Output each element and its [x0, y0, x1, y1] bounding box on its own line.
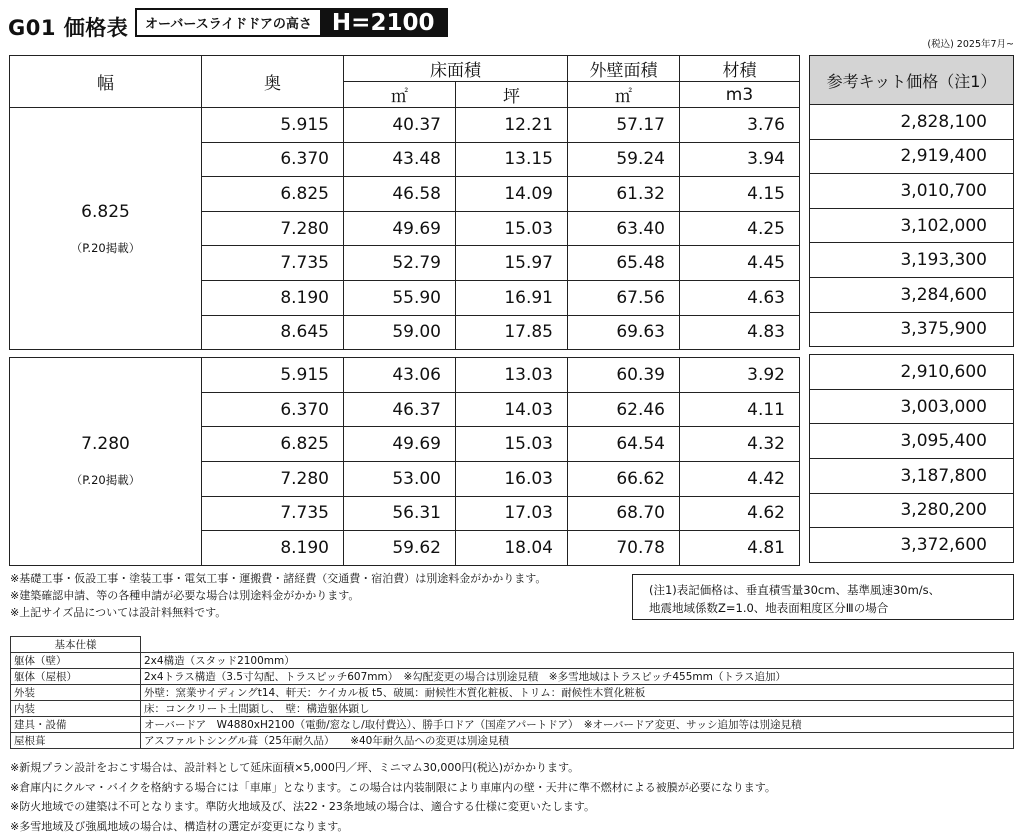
depth-cell: 6.825 [202, 177, 344, 212]
table-row [10, 108, 800, 143]
spec-label: 建具・設備 [11, 717, 141, 733]
header-kit-price: 参考キット価格（注1） [810, 56, 1014, 105]
spec-row [11, 733, 1014, 749]
width-page-ref: （P.20掲載） [10, 472, 201, 488]
condition-note-line: (注1)表記価格は、垂直積雪量30cm、基準風速30m/s、 [649, 581, 1003, 599]
floor-area-m2-cell: 59.00 [344, 315, 456, 350]
kit-price-cell: 3,187,800 [810, 458, 1014, 493]
note-line: ※多雪地域及び強風地域の場合は、構造材の選定が変更になります。 [10, 817, 776, 836]
spec-row [11, 717, 1014, 733]
material-cell: 4.83 [680, 315, 800, 350]
floor-area-m2-cell: 55.90 [344, 280, 456, 315]
kit-price-cell: 3,375,900 [810, 312, 1014, 347]
price-table [9, 55, 800, 566]
depth-cell: 5.915 [202, 358, 344, 393]
depth-cell: 7.280 [202, 461, 344, 496]
floor-area-tsubo-cell: 17.85 [456, 315, 568, 350]
spec-value: 床：コンクリート土間顕し、 壁：構造躯体顕し [141, 701, 1014, 717]
spec-label: 外装 [11, 685, 141, 701]
depth-cell: 5.915 [202, 108, 344, 143]
material-cell: 4.45 [680, 246, 800, 281]
kit-price-row [810, 174, 1014, 209]
kit-price-table [809, 55, 1014, 563]
wall-area-cell: 59.24 [568, 142, 680, 177]
spec-value: オーバードア W4880xH2100（電動/窓なし/取付費込）、勝手口ドア（国産アパートドア） ※オーバードア変更、サッシ追加等は別途見積 [141, 717, 1014, 733]
wall-area-cell: 61.32 [568, 177, 680, 212]
spec-label: 屋根葺 [11, 733, 141, 749]
floor-area-m2-cell: 59.62 [344, 531, 456, 566]
kit-price-row [810, 243, 1014, 278]
width-cell [10, 108, 202, 350]
condition-note-line: 地震地域係数Z=1.0、地表面粗度区分Ⅲの場合 [649, 599, 1003, 617]
spec-row [11, 653, 1014, 669]
wall-area-cell: 70.78 [568, 531, 680, 566]
kit-price-row [810, 389, 1014, 424]
unit-tsubo: 坪 [456, 82, 568, 108]
spec-value: 2x4構造（スタッド2100mm） [141, 653, 1014, 669]
kit-price-row [810, 528, 1014, 563]
material-cell: 4.11 [680, 392, 800, 427]
wall-area-cell: 64.54 [568, 427, 680, 462]
door-height-value: H=2100 [320, 10, 447, 35]
kit-price-cell: 3,284,600 [810, 277, 1014, 312]
kit-price-cell: 3,372,600 [810, 528, 1014, 563]
note-line: ※建築確認申請、等の各種申請が必要な場合は別途料金がかかります。 [10, 587, 546, 604]
floor-area-m2-cell: 49.69 [344, 427, 456, 462]
floor-area-tsubo-cell: 16.03 [456, 461, 568, 496]
notes-left [10, 570, 546, 621]
condition-note-box [632, 574, 1014, 620]
material-cell: 4.62 [680, 496, 800, 531]
bottom-notes [10, 758, 776, 836]
kit-price-cell: 3,280,200 [810, 493, 1014, 528]
wall-area-cell: 69.63 [568, 315, 680, 350]
floor-area-tsubo-cell: 18.04 [456, 531, 568, 566]
material-cell: 4.15 [680, 177, 800, 212]
floor-area-m2-cell: 49.69 [344, 211, 456, 246]
unit-m2-wall: ㎡ [568, 82, 680, 108]
kit-price-cell: 3,193,300 [810, 243, 1014, 278]
spec-label: 躯体（屋根） [11, 669, 141, 685]
floor-area-m2-cell: 53.00 [344, 461, 456, 496]
spec-value: アスファルトシングル葺（25年耐久品） ※40年耐久品への変更は別途見積 [141, 733, 1014, 749]
unit-m2: ㎡ [344, 82, 456, 108]
note-line: ※新規プラン設計をおこす場合は、設計料として延床面積×5,000円／坪、ミニマム30,000円(税込)がかかります。 [10, 758, 776, 778]
spec-value: 外壁：窯業サイディングt14、軒天：ケイカル板 t5、破風：耐候性木質化粧板、トリム：耐候性木質化粧板 [141, 685, 1014, 701]
spec-row [11, 685, 1014, 701]
material-cell: 4.42 [680, 461, 800, 496]
depth-cell: 7.280 [202, 211, 344, 246]
header-wall-area: 外壁面積 [568, 56, 680, 82]
kit-price-cell: 2,828,100 [810, 105, 1014, 140]
floor-area-tsubo-cell: 16.91 [456, 280, 568, 315]
note-line: ※上記サイズ品については設計料無料です。 [10, 604, 546, 621]
width-value: 7.280 [10, 434, 201, 454]
wall-area-cell: 63.40 [568, 211, 680, 246]
wall-area-cell: 67.56 [568, 280, 680, 315]
kit-price-cell: 3,003,000 [810, 389, 1014, 424]
kit-price-cell: 2,919,400 [810, 139, 1014, 174]
wall-area-cell: 62.46 [568, 392, 680, 427]
wall-area-cell: 65.48 [568, 246, 680, 281]
spec-row [11, 669, 1014, 685]
floor-area-tsubo-cell: 14.09 [456, 177, 568, 212]
floor-area-m2-cell: 43.06 [344, 358, 456, 393]
header-floor-area: 床面積 [344, 56, 568, 82]
door-height-label: オーバースライドドアの高さ [137, 10, 320, 35]
depth-cell: 7.735 [202, 496, 344, 531]
kit-price-cell: 3,095,400 [810, 424, 1014, 459]
kit-price-row [810, 424, 1014, 459]
spec-table [10, 636, 1014, 749]
floor-area-m2-cell: 43.48 [344, 142, 456, 177]
spec-label: 躯体（壁） [11, 653, 141, 669]
width-page-ref: （P.20掲載） [10, 240, 201, 256]
depth-cell: 6.370 [202, 392, 344, 427]
width-value: 6.825 [10, 202, 201, 222]
depth-cell: 8.190 [202, 531, 344, 566]
note-line: ※倉庫内にクルマ・バイクを格納する場合には「車庫」となります。この場合は内装制限により車庫内の壁・天井に準不燃材による被膜が必要になります。 [10, 778, 776, 798]
floor-area-tsubo-cell: 15.03 [456, 211, 568, 246]
floor-area-tsubo-cell: 15.03 [456, 427, 568, 462]
kit-price-row [810, 493, 1014, 528]
floor-area-m2-cell: 56.31 [344, 496, 456, 531]
page-title: G01 価格表 [8, 12, 128, 42]
material-cell: 3.76 [680, 108, 800, 143]
note-line: ※基礎工事・仮設工事・塗装工事・電気工事・運搬費・諸経費（交通費・宿泊費）は別途料金がかかります。 [10, 570, 546, 587]
header-width: 幅 [10, 56, 202, 108]
depth-cell: 6.825 [202, 427, 344, 462]
kit-price-row [810, 208, 1014, 243]
floor-area-tsubo-cell: 17.03 [456, 496, 568, 531]
wall-area-cell: 66.62 [568, 461, 680, 496]
spec-heading: 基本仕様 [11, 637, 141, 653]
kit-price-row [810, 312, 1014, 347]
floor-area-tsubo-cell: 13.03 [456, 358, 568, 393]
spec-value: 2x4トラス構造（3.5寸勾配、トラスピッチ607mm） ※勾配変更の場合は別途見積 ※多雪地域はトラスピッチ455mm（トラス追加） [141, 669, 1014, 685]
floor-area-tsubo-cell: 14.03 [456, 392, 568, 427]
depth-cell: 8.645 [202, 315, 344, 350]
wall-area-cell: 57.17 [568, 108, 680, 143]
door-height-box [135, 8, 448, 37]
kit-price-row [810, 355, 1014, 390]
depth-cell: 8.190 [202, 280, 344, 315]
spec-label: 内装 [11, 701, 141, 717]
floor-area-m2-cell: 46.37 [344, 392, 456, 427]
kit-price-row [810, 105, 1014, 140]
material-cell: 3.92 [680, 358, 800, 393]
wall-area-cell: 68.70 [568, 496, 680, 531]
floor-area-m2-cell: 40.37 [344, 108, 456, 143]
header-material: 材積 [680, 56, 800, 82]
wall-area-cell: 60.39 [568, 358, 680, 393]
kit-price-cell: 3,010,700 [810, 174, 1014, 209]
material-cell: 3.94 [680, 142, 800, 177]
material-cell: 4.63 [680, 280, 800, 315]
depth-cell: 6.370 [202, 142, 344, 177]
kit-price-cell: 2,910,600 [810, 355, 1014, 390]
floor-area-tsubo-cell: 15.97 [456, 246, 568, 281]
tax-note: (税込) 2025年7月~ [927, 36, 1014, 50]
material-cell: 4.81 [680, 531, 800, 566]
floor-area-m2-cell: 52.79 [344, 246, 456, 281]
kit-price-cell: 3,102,000 [810, 208, 1014, 243]
spec-row [11, 701, 1014, 717]
width-cell [10, 358, 202, 566]
floor-area-m2-cell: 46.58 [344, 177, 456, 212]
note-line: ※防火地域での建築は不可となります。準防火地域及び、法22・23条地域の場合は、適合する仕様に変更いたします。 [10, 797, 776, 817]
material-cell: 4.25 [680, 211, 800, 246]
kit-price-row [810, 458, 1014, 493]
kit-price-row [810, 277, 1014, 312]
header-depth: 奥 [202, 56, 344, 108]
depth-cell: 7.735 [202, 246, 344, 281]
kit-price-row [810, 139, 1014, 174]
unit-m3: m3 [680, 82, 800, 108]
floor-area-tsubo-cell: 12.21 [456, 108, 568, 143]
material-cell: 4.32 [680, 427, 800, 462]
floor-area-tsubo-cell: 13.15 [456, 142, 568, 177]
table-row [10, 358, 800, 393]
